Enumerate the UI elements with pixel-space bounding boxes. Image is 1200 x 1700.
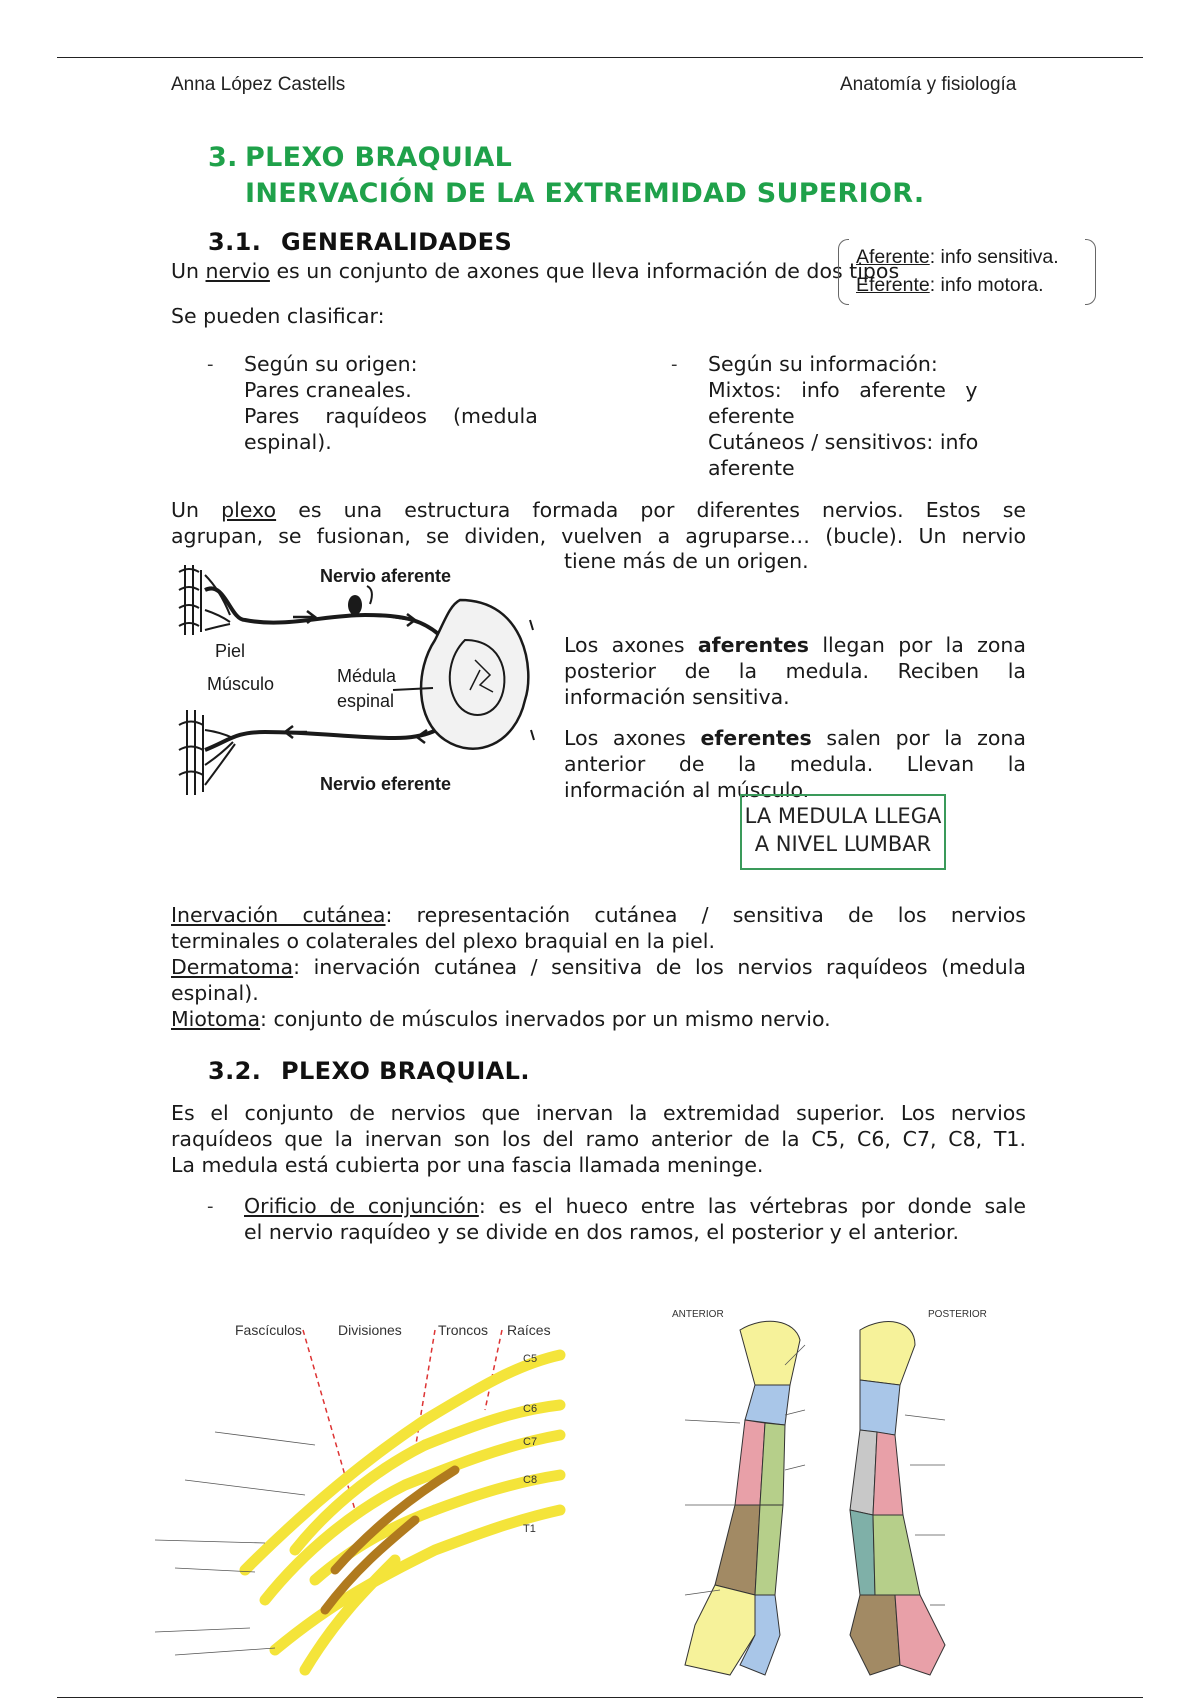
root-c6: C6 bbox=[523, 1403, 538, 1415]
classify-text: Se pueden clasificar: bbox=[171, 304, 385, 328]
header-author: Anna López Castells bbox=[171, 74, 346, 95]
plexo-line1: Un plexo es una estructura formada por diferentes nervios. Estos se bbox=[171, 498, 1026, 522]
cord-label-1: Médula bbox=[337, 666, 397, 686]
top-rule bbox=[57, 57, 1143, 58]
list-dash-left: - bbox=[207, 354, 214, 375]
bottom-rule bbox=[57, 1697, 1143, 1698]
nervio-definition: Un nervio es un conjunto de axones que lleva información de dos tipos bbox=[171, 259, 900, 283]
header-raices: Raíces bbox=[507, 1322, 551, 1338]
posterior-label: POSTERIOR bbox=[928, 1309, 987, 1320]
section-title-line1: PLEXO BRAQUIAL bbox=[245, 142, 513, 173]
muscle-label: Músculo bbox=[207, 674, 275, 694]
header-troncos: Troncos bbox=[438, 1322, 489, 1338]
reflex-arc-diagram bbox=[175, 560, 535, 800]
type-efferent: Eferente: info motora. bbox=[856, 274, 1044, 296]
subsection-number: 3.1. bbox=[208, 228, 262, 256]
list-right: Según su información: Mixtos: info aferente y eferente Cutáneos / sensitivos: info aferente bbox=[708, 352, 979, 480]
section-title-line2: INERVACIÓN DE LA EXTREMIDAD SUPERIOR. bbox=[245, 178, 925, 209]
def-dermatoma: Dermatoma: inervación cutánea / sensitiva de los nervios raquídeos (medula espinal). bbox=[171, 955, 1026, 1005]
list-dash-right: - bbox=[671, 354, 678, 375]
brachial-plexus-figure bbox=[155, 1310, 615, 1690]
lumbar-note-box[interactable]: LA MEDULA LLEGA A NIVEL LUMBAR bbox=[740, 794, 946, 870]
muscle-tissue bbox=[179, 710, 203, 795]
bullet-dash: - bbox=[207, 1196, 214, 1217]
list-left: Según su origen: Pares craneales. Pares raquídeos (medula espinal). bbox=[244, 352, 538, 454]
afferent-label: Nervio aferente bbox=[320, 566, 452, 586]
arm-dermatome-figure bbox=[645, 1305, 1040, 1695]
header-fasciculos: Fascículos bbox=[235, 1322, 302, 1338]
section-number: 3. bbox=[208, 142, 238, 173]
cord-label-2: espinal bbox=[337, 691, 395, 711]
nervio-term: nervio bbox=[205, 259, 270, 283]
orificio-bullet: Orificio de conjunción: es el hueco entre las vértebras por donde sale el nervio raquídeo y se divide en dos ramos, el posterior y el anterior. bbox=[244, 1194, 1027, 1244]
anterior-arm bbox=[685, 1321, 800, 1675]
plexo-braquial-paragraph: Es el conjunto de nervios que inervan la extremidad superior. Los nervios raquídeos que la inervan son los del ramo anterior de la C5, C6, C7, C8, T1. La medula está cubierta por una fascia llamada meninge. bbox=[171, 1101, 1026, 1177]
header-divisiones: Divisiones bbox=[338, 1322, 402, 1338]
header-subject: Anatomía y fisiología bbox=[840, 74, 1017, 95]
efferent-label: Nervio eferente bbox=[320, 774, 452, 794]
root-t1: T1 bbox=[523, 1523, 536, 1535]
subsection2-number: 3.2. bbox=[208, 1057, 262, 1085]
plexo-line2: agrupan, se fusionan, se dividen, vuelven a agruparse… (bucle). Un nervio bbox=[171, 524, 1026, 548]
nerve-types-bracket bbox=[838, 239, 1096, 305]
efferent-paragraph: Los axones eferentes salen por la zona anterior de la medula. Llevan la información al músculo. bbox=[564, 726, 1026, 802]
plexo-line3: tiene más de un origen. bbox=[564, 549, 809, 573]
afferent-paragraph: Los axones aferentes llegan por la zona posterior de la medula. Reciben la información sensitiva. bbox=[564, 633, 1026, 709]
def-cutanea: Inervación cutánea: representación cutánea / sensitiva de los nervios terminales o colaterales del plexo braquial en la piel. bbox=[171, 903, 1026, 953]
spinal-cord bbox=[421, 600, 528, 749]
subsection2-title: PLEXO BRAQUIAL. bbox=[281, 1057, 530, 1085]
root-c7: C7 bbox=[523, 1436, 538, 1448]
skin-tissue bbox=[179, 565, 201, 635]
anterior-label: ANTERIOR bbox=[672, 1309, 724, 1320]
root-labels bbox=[523, 1353, 537, 1535]
root-c8: C8 bbox=[523, 1474, 538, 1486]
def-miotoma: Miotoma: conjunto de músculos inervados por un mismo nervio. bbox=[171, 1007, 831, 1031]
type-afferent: Aferente: info sensitiva. bbox=[856, 246, 1059, 268]
subsection-title: GENERALIDADES bbox=[281, 228, 513, 256]
posterior-arm bbox=[850, 1322, 945, 1675]
root-c5: C5 bbox=[523, 1353, 538, 1365]
skin-label: Piel bbox=[215, 641, 246, 661]
plexo-term: plexo bbox=[221, 498, 277, 522]
